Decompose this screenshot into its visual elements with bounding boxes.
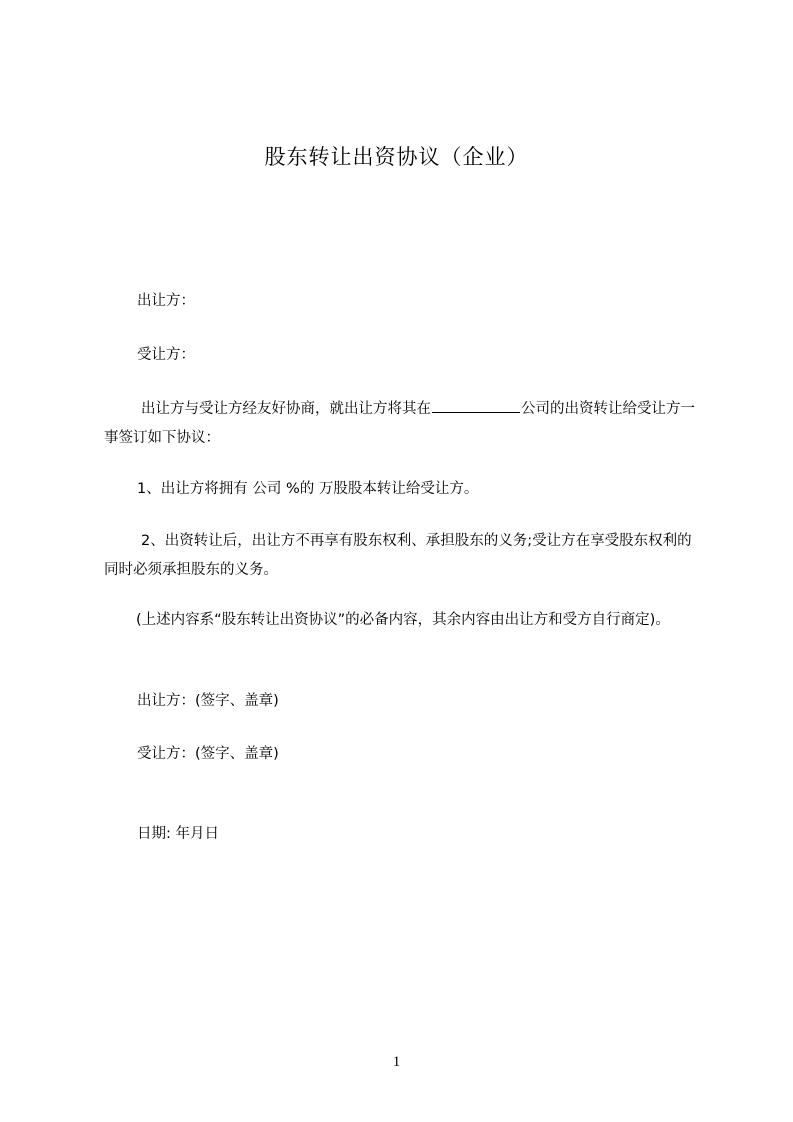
clause-2-paragraph (104, 527, 700, 585)
company-name-blank (432, 399, 520, 413)
intro-paragraph (104, 395, 700, 453)
transferor-signature-line: 出让方：(签字、盖章) (137, 693, 279, 709)
clause-1: 1、出让方将拥有 公司 %的 万股股本转让给受让方。 (137, 481, 479, 497)
note-paragraph (104, 606, 700, 635)
clause-2-text: 2、出资转让后，出让方不再享有股东权利、承担股东的义务;受让方在享受股东权利的同时必须承担股东的义务。 (104, 533, 692, 578)
transferee-signature-line: 受让方：(签字、盖章) (137, 746, 279, 762)
document-title: 股东转让出资协议（企业） (264, 145, 529, 169)
page-number: 1 (392, 1054, 401, 1070)
intro-text-after-blank: 公司的出资转让给受让方一事签订如下协议： (104, 401, 695, 446)
date-line: 日期: 年月日 (137, 826, 219, 842)
transferor-label: 出让方： (137, 293, 195, 309)
intro-text-before-blank: 出让方与受让方经友好协商，就出让方将其在 (141, 401, 431, 417)
transferee-label: 受让方： (137, 347, 195, 363)
note-text: (上述内容系“股东转让出资协议”的必备内容，其余内容由出让方和受方自行商定)。 (136, 612, 670, 628)
